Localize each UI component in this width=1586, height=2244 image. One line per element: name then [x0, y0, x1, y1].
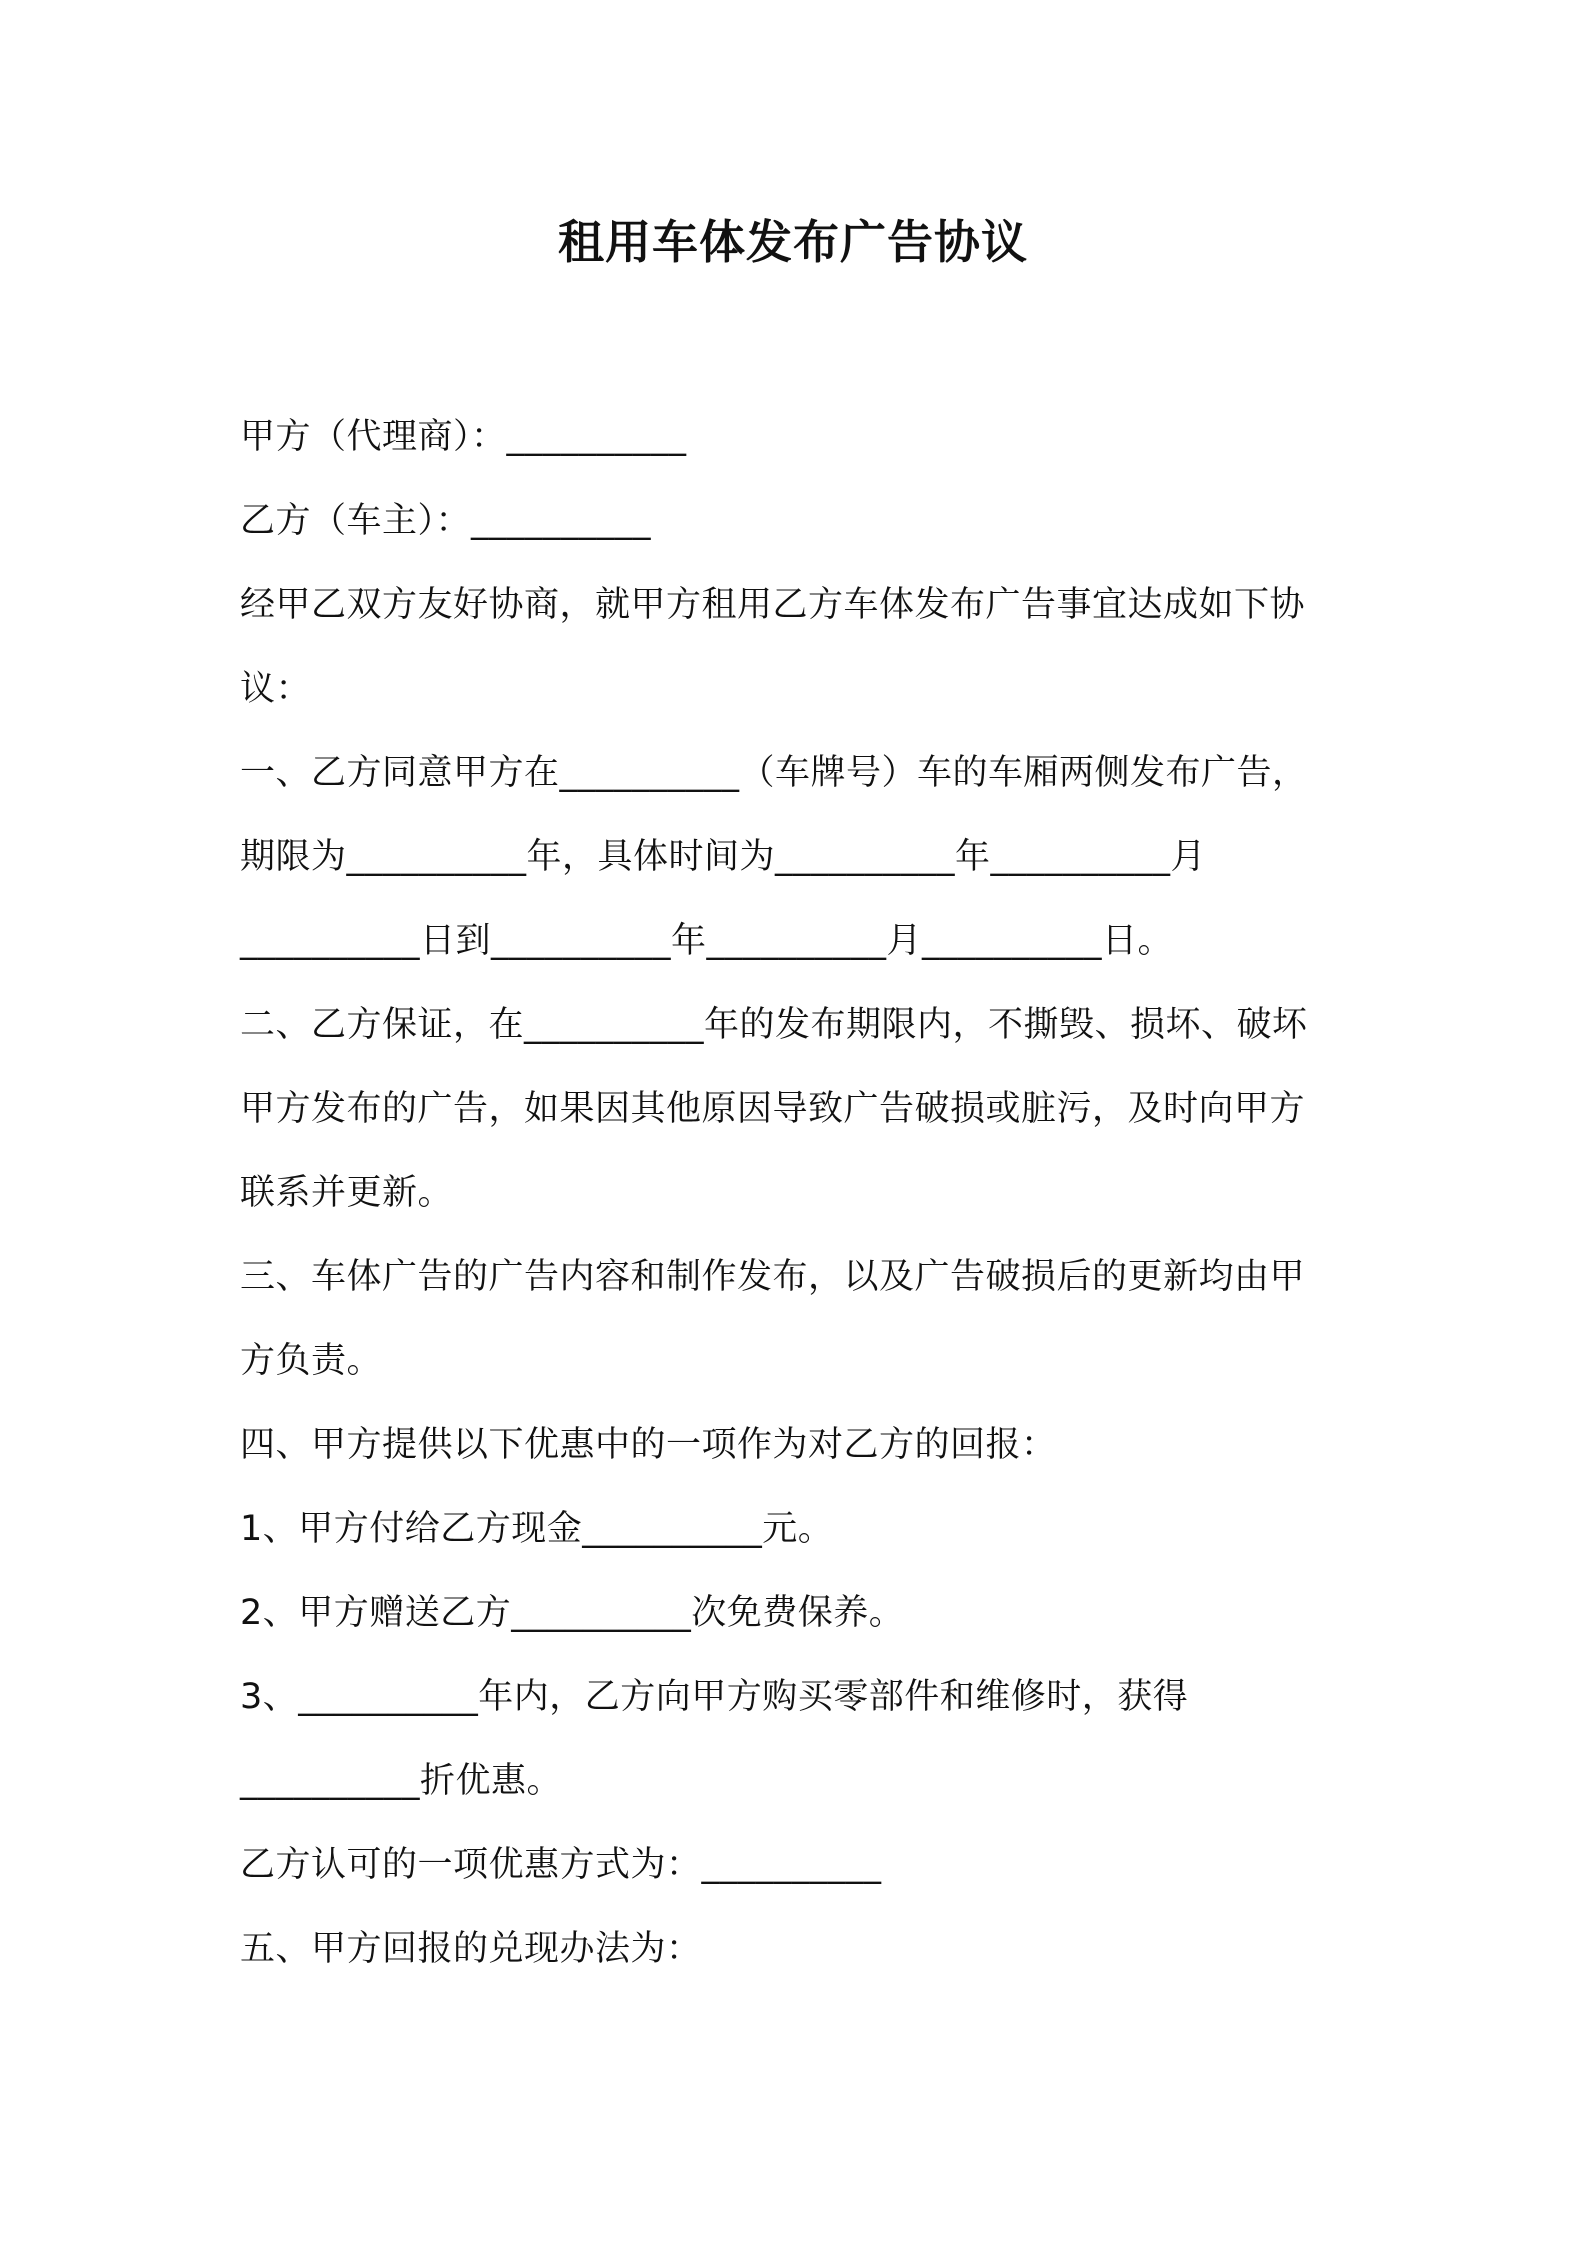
clause-2-line-2: 甲方发布的广告，如果因其他原因导致广告破损或脏污，及时向甲方 — [240, 1089, 1306, 1129]
option-2-line: 2、甲方赠送乙方__________次免费保养。 — [240, 1593, 905, 1633]
option-3-line-1: 3、__________年内，乙方向甲方购买零部件和维修时，获得 — [240, 1677, 1189, 1717]
clause-1-line-3: __________日到__________年__________月__________日。 — [240, 921, 1174, 961]
chosen-option-line: 乙方认可的一项优惠方式为：__________ — [240, 1845, 882, 1885]
option-1-line: 1、甲方付给乙方现金__________元。 — [240, 1509, 834, 1549]
preamble-line-2: 议： — [240, 669, 312, 709]
clause-3-line-1: 三、车体广告的广告内容和制作发布，以及广告破损后的更新均由甲 — [240, 1257, 1306, 1297]
clause-5-line: 五、甲方回报的兑现办法为： — [240, 1929, 702, 1969]
clause-4-line: 四、甲方提供以下优惠中的一项作为对乙方的回报： — [240, 1425, 1057, 1465]
preamble-line-1: 经甲乙双方友好协商，就甲方租用乙方车体发布广告事宜达成如下协 — [240, 585, 1306, 625]
clause-2-line-3: 联系并更新。 — [240, 1173, 454, 1213]
option-3-line-2: __________折优惠。 — [240, 1761, 563, 1801]
party-b-line: 乙方（车主）：__________ — [240, 501, 652, 541]
clause-3-line-2: 方负责。 — [240, 1341, 383, 1381]
party-a-line: 甲方（代理商）：__________ — [240, 417, 687, 457]
document-title: 租用车体发布广告协议 — [558, 215, 1028, 269]
clause-1-line-2: 期限为__________年，具体时间为__________年__________月 — [240, 837, 1207, 877]
clause-2-line-1: 二、乙方保证，在__________年的发布期限内，不撕毁、损坏、破坏 — [240, 1005, 1308, 1045]
clause-1-line-1: 一、乙方同意甲方在__________（车牌号）车的车厢两侧发布广告， — [240, 753, 1308, 793]
